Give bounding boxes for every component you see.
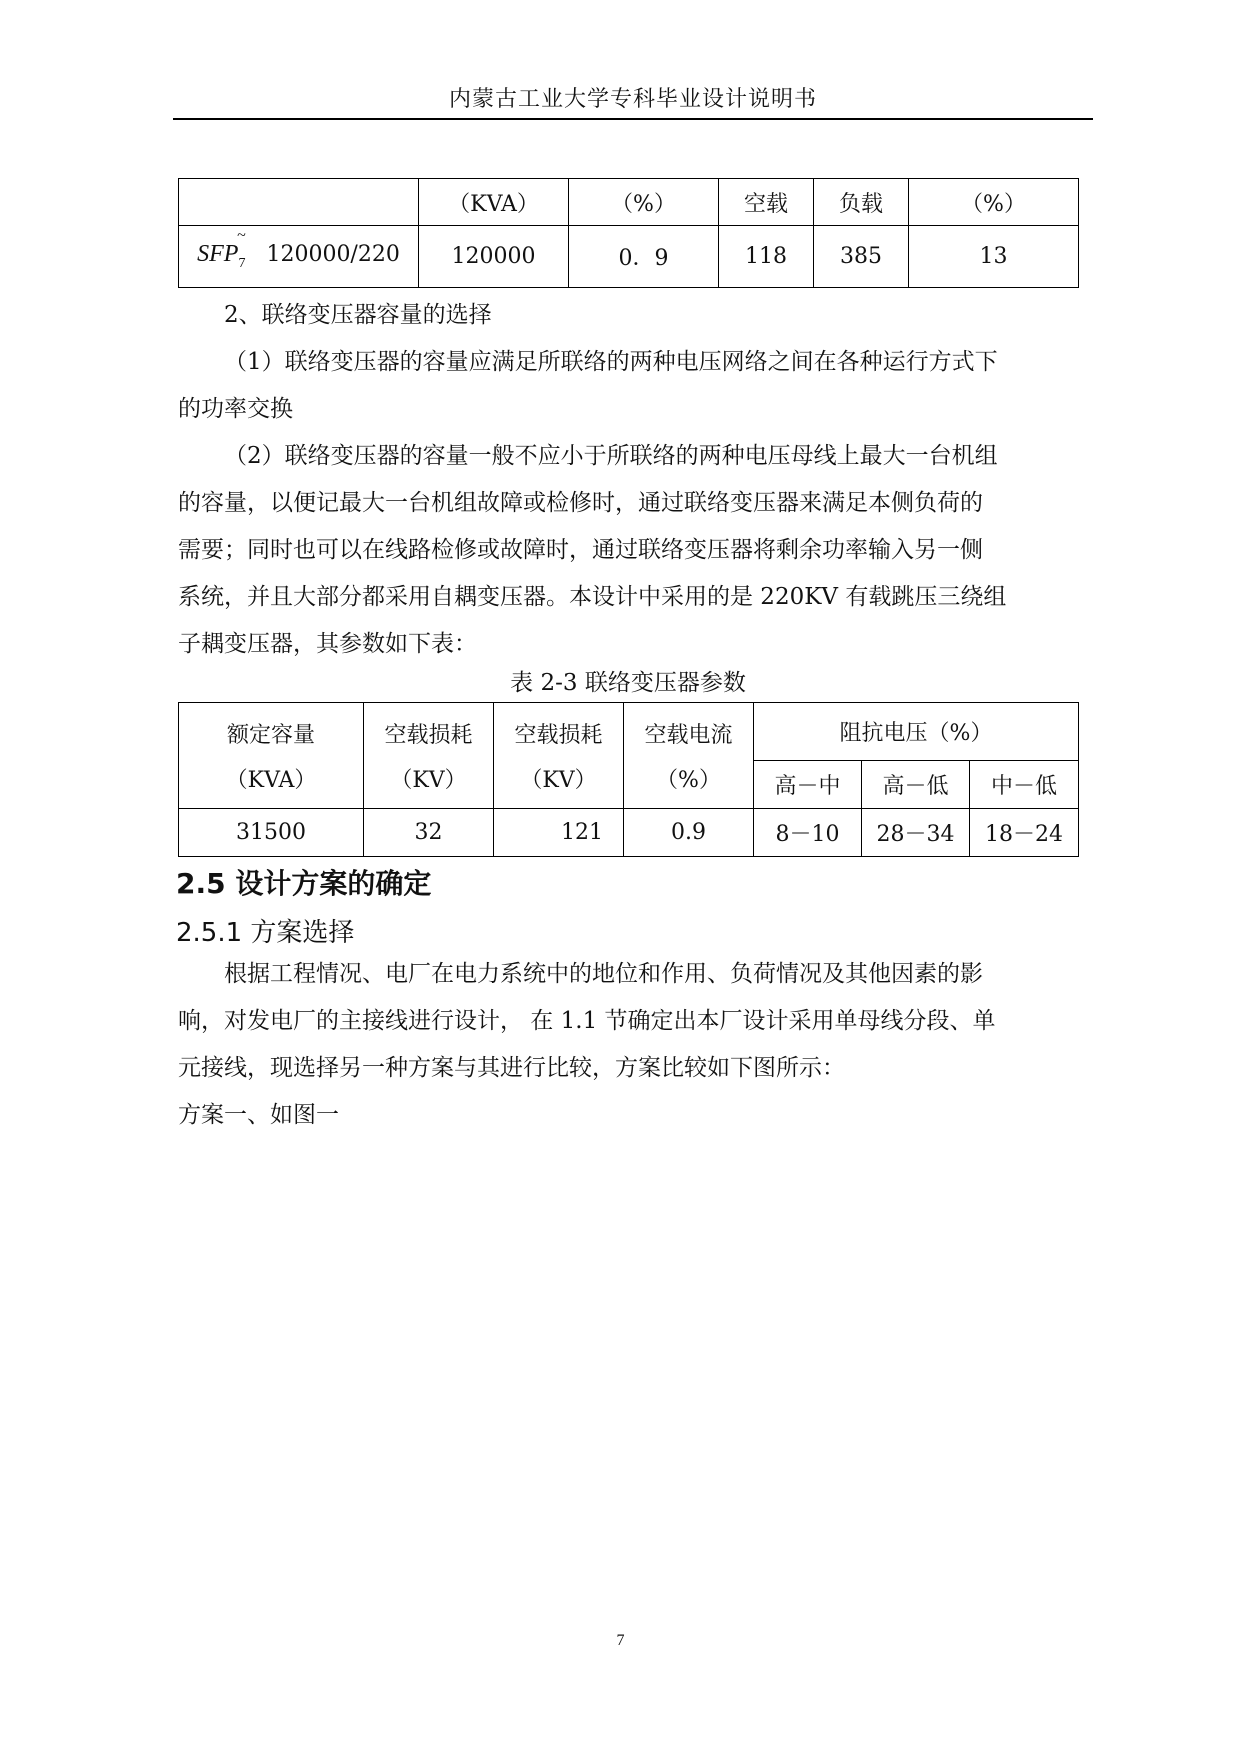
header-load-loss: 空载损耗 （KV） bbox=[494, 703, 624, 809]
paragraph-line: 响，对发电厂的主接线进行设计， 在 1.1 节确定出本厂设计采用单母线分段、单 bbox=[178, 1008, 996, 1034]
table2-cell: 18－24 bbox=[970, 809, 1079, 857]
transformer-table-continued bbox=[178, 178, 1079, 288]
tie-transformer-parameter-table bbox=[178, 702, 1079, 857]
transformer-model-cell bbox=[179, 226, 419, 288]
table1-cell: （%） bbox=[909, 179, 1079, 226]
table1-cell: （KVA） bbox=[419, 179, 569, 226]
table2-cell: 31500 bbox=[179, 809, 364, 857]
paragraph-line: 方案一、如图一 bbox=[178, 1102, 339, 1128]
header-noload-loss: 空载损耗 （KV） bbox=[364, 703, 494, 809]
table1-cell: 负载 bbox=[814, 179, 909, 226]
paragraph-line: 元接线，现选择另一种方案与其进行比较，方案比较如下图所示： bbox=[178, 1055, 845, 1081]
page-number: 7 bbox=[616, 1632, 625, 1649]
header-noload-current: 空载电流 （%） bbox=[624, 703, 754, 809]
subsection-heading: 2.5.1 方案选择 bbox=[176, 918, 355, 948]
transformer-model-rating: 120000/220 bbox=[266, 242, 400, 267]
table1-cell: 118 bbox=[719, 226, 814, 288]
header-rated-capacity: 额定容量 （KVA） bbox=[179, 703, 364, 809]
paragraph-line: （1）联络变压器的容量应满足所联络的两种电压网络之间在各种运行方式下 bbox=[224, 349, 998, 375]
header-high-low: 高－低 bbox=[862, 761, 970, 809]
paragraph-line: 根据工程情况、电厂在电力系统中的地位和作用、负荷情况及其他因素的影 bbox=[224, 961, 983, 987]
paragraph-line: 需要；同时也可以在线路检修或故障时，通过联络变压器将剩余功率输入另一侧 bbox=[178, 537, 983, 563]
table2-cell: 8－10 bbox=[754, 809, 862, 857]
header-high-mid: 高－中 bbox=[754, 761, 862, 809]
table2-cell: 0.9 bbox=[624, 809, 754, 857]
paragraph-line: 系统，并且大部分都采用自耦变压器。本设计中采用的是 220KV 有载跳压三绕组 bbox=[178, 584, 1007, 610]
header-rule bbox=[173, 118, 1093, 120]
table1-cell: 13 bbox=[909, 226, 1079, 288]
table1-cell: 120000 bbox=[419, 226, 569, 288]
table2-cell: 32 bbox=[364, 809, 494, 857]
header-mid-low: 中－低 bbox=[970, 761, 1079, 809]
body-text-block bbox=[178, 292, 1078, 668]
table1-cell: 空载 bbox=[719, 179, 814, 226]
table2-cell: 28－34 bbox=[862, 809, 970, 857]
table1-cell: 0．9 bbox=[569, 226, 719, 288]
paragraph-line: 的容量，以便记最大一台机组故障或检修时，通过联络变压器来满足本侧负荷的 bbox=[178, 490, 983, 516]
subheading: 2、联络变压器容量的选择 bbox=[224, 302, 492, 328]
body-text-block-2 bbox=[178, 951, 1078, 1139]
table1-cell: （%） bbox=[569, 179, 719, 226]
table2-cell: 121 bbox=[494, 809, 624, 857]
header-impedance-voltage: 阻抗电压（%） bbox=[754, 703, 1079, 761]
paragraph-line: 子耦变压器，其参数如下表： bbox=[178, 631, 477, 657]
table1-cell bbox=[179, 179, 419, 226]
section-heading: 2.5 设计方案的确定 bbox=[176, 867, 432, 900]
page-header-title: 内蒙古工业大学专科毕业设计说明书 bbox=[448, 87, 817, 112]
table1-cell: 385 bbox=[814, 226, 909, 288]
paragraph-line: （2）联络变压器的容量一般不应小于所联络的两种电压母线上最大一台机组 bbox=[224, 443, 998, 469]
table-caption: 表 2-3 联络变压器参数 bbox=[510, 670, 746, 696]
transformer-model-symbol: SFP ~ $_7$ bbox=[197, 227, 246, 271]
paragraph-line: 的功率交换 bbox=[178, 396, 293, 422]
